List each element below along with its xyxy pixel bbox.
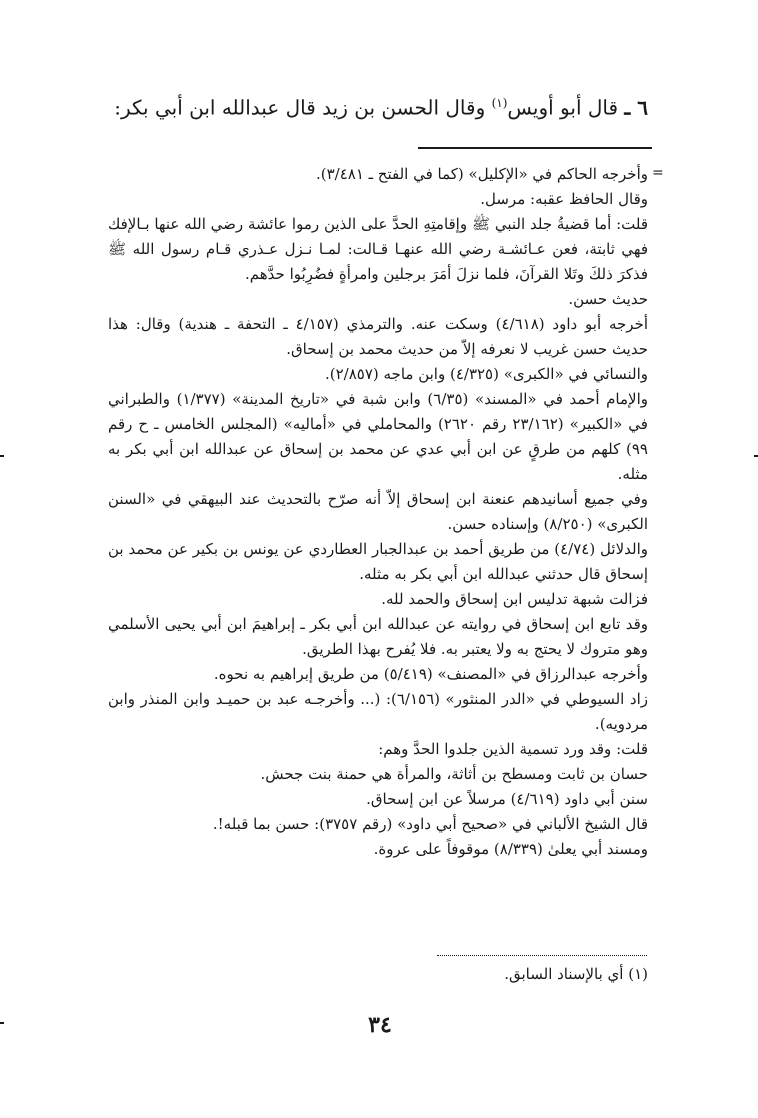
footnote-separator-rule [437,955,647,956]
body-line: وفي جميع أسانيدهم عنعنة ابن إسحاق إلاّ أنه صرّح بالتحديث عند البيهقي في «السنن الكبرى» (٨/٢٥٠) وإسناده حسن. [108,490,648,533]
body-line: حسان بن ثابت ومسطح بن أثاثة، والمرأة هي حمنة بنت جحش. [260,765,648,783]
continuation-mark: = [652,165,664,181]
body-line: حديث حسن. [568,290,648,308]
body-line: زاد السيوطي في «الدر المنثور» (٦/١٥٦): (... وأخرجـه عبد بن حميـد وابن المنذر وابن مردويه). [108,690,648,733]
footnote-body [108,162,648,862]
body-line: والنسائي في «الكبرى» (٤/٣٢٥) وابن ماجه (٢/٨٥٧). [324,365,648,383]
scan-edge-mark [0,455,4,457]
body-line: وقد تابع ابن إسحاق في روايته عن عبدالله ابن أبي بكر ـ إبراهيمَ ابن أبي يحيى الأسلمي وهو متروك لا يحتج به ولا يعتبر به. فلا يُفرح بهذا الطريق. [108,615,648,658]
body-line: فزالت شبهة تدليس ابن إسحاق والحمد لله. [381,590,648,608]
body-line: قلت: وقد ورد تسمية الذين جلدوا الحدَّ وهم: [378,740,648,758]
scan-edge-mark [0,1022,4,1024]
body-line: ومسند أبي يعلىٰ (٨/٣٣٩) موقوفاً على عروة. [373,840,648,858]
body-line: والإمام أحمد في «المسند» (٦/٣٥) وابن شبة في «تاريخ المدينة» (١/٣٧٧) والطبراني في «الكبير» (٢٣/١٦٢ رقم ٢٦٢٠) والمحاملي في «أماليه» (المجلس الخامس ـ ح رقم ٩٩) كلهم من طرقٍ عن ابن أبي عدي عن محمد بن إسحاق عن عبدالله ابن أبي بكر به مثله. [108,390,648,483]
body-line: قال الشيخ الألباني في «صحيح أبي داود» (رقم ٣٧٥٧): حسن بما قبله!. [212,815,648,833]
page-footnote: (١) أي بالإسناد السابق. [504,965,648,983]
body-line: سنن أبي داود (٤/٦١٩) مرسلاً عن ابن إسحاق. [366,790,648,808]
body-line: قلت: أما قضيةُ جلد النبي ﷺ وإقامتِهِ الحدَّ على الذين رموا عائشة رضي الله عنها بـالإفك فهي ثابتة، فعن عـائشـة رضي الله عنهـا قـالت: لمـا نـزل عـذري قـام رسول الله ﷺ فذكرَ ذلكَ وتَلا القرآنَ، فلما نزلَ أمَرَ برجلين وامرأةٍ فضُرِبُوا حدَّهم. [108,215,648,283]
body-line: وأخرجه الحاكم في «الإكليل» (كما في الفتح ـ ٣/٤٨١). [315,165,648,183]
body-line: وقال الحافظ عقبه: مرسل. [480,190,648,208]
heading-text-before: قال أبو أويس [507,95,619,120]
scan-edge-mark [754,455,758,457]
entry-heading [114,88,648,123]
entry-number: ٦ ـ [624,95,648,120]
heading-text-after: وقال الحسن بن زيد قال عبدالله ابن أبي بكر: [114,95,486,120]
body-line: والدلائل (٤/٧٤) من طريق أحمد بن عبدالجبار العطاردي عن يونس بن بكير عن محمد بن إسحاق قال حدثني عبدالله ابن أبي بكر به مثله. [108,540,648,583]
page-number: ٣٤ [368,1012,392,1038]
heading-separator-rule [418,147,652,149]
footnote-reference[interactable]: (١) [491,96,508,110]
body-line: وأخرجه عبدالرزاق في «المصنف» (٥/٤١٩) من طريق إبراهيم به نحوه. [213,665,648,683]
body-line: أخرجه أبو داود (٤/٦١٨) وسكت عنه. والترمذي (٤/١٥٧ ـ التحفة ـ هندية) وقال: هذا حديث حسن غريب لا نعرفه إلاّ من حديث محمد بن إسحاق. [108,315,648,358]
